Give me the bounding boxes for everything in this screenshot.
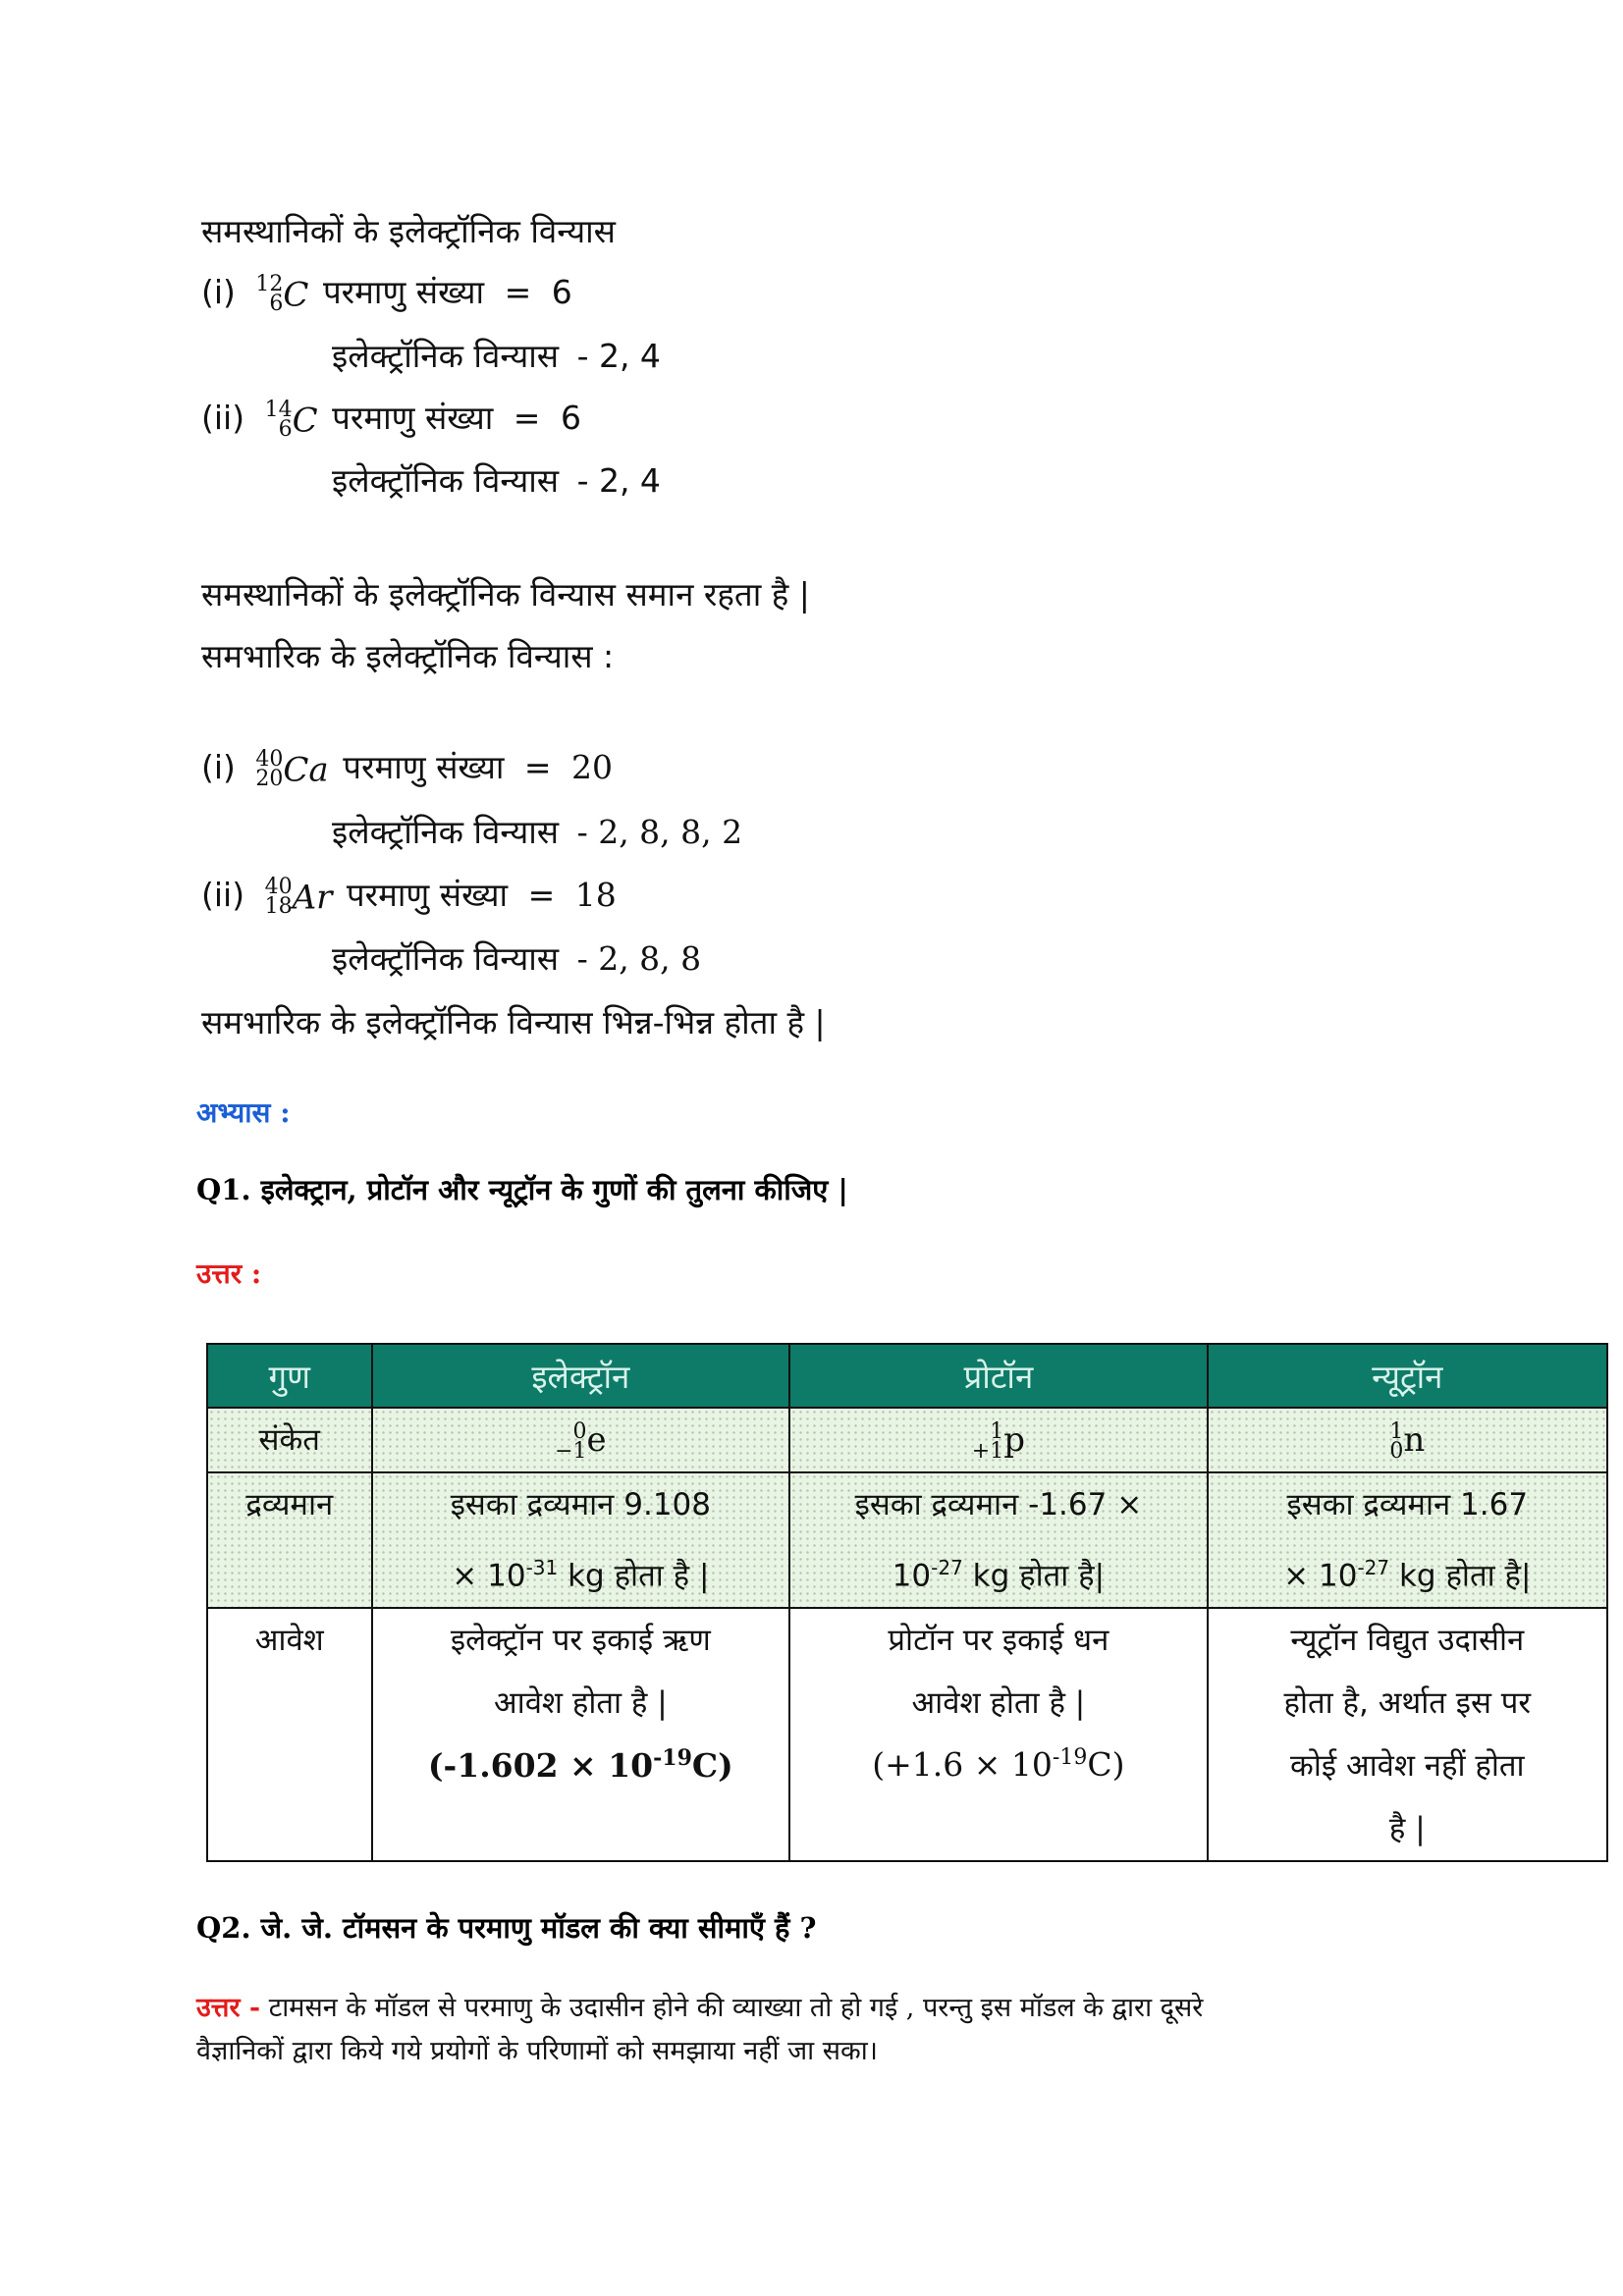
neutron-charge: न्यूट्रॉन विद्युत उदासीन होता है, अर्थात इस पर कोई आवेश नहीं होता है | xyxy=(1208,1608,1607,1861)
header-neutron: न्यूट्रॉन xyxy=(1208,1344,1607,1408)
row-label-charge: आवेश xyxy=(207,1608,372,1861)
proton-mass: इसका द्रव्यमान -1.67 × $10^{-27}$ kg होता है| xyxy=(789,1472,1207,1608)
neutron-symbol: 1 0 n xyxy=(1208,1408,1607,1472)
electron-mass: इसका द्रव्यमान 9.108 × $10^{-31}$ kg होता है | xyxy=(372,1472,790,1608)
nuclide-symbol: 14 6 C xyxy=(264,398,318,443)
isobar-item-1: (i) 40 20 Ca परमाणु संख्या = 20 xyxy=(201,747,614,792)
table-row-charge xyxy=(207,1608,1607,1861)
table-row-symbol xyxy=(207,1408,1607,1472)
isotope-config-2: इलेक्ट्रॉनिक विन्यास - 2, 4 xyxy=(332,461,661,500)
isobar-config-1: इलेक्ट्रॉनिक विन्यास - 2, 8, 8, 2 xyxy=(332,813,743,851)
electron-charge: इलेक्ट्रॉन पर इकाई ऋण आवेश होता है | $(-1.602 \times 10^{-19}C)$ xyxy=(372,1608,790,1861)
header-electron: इलेक्ट्रॉन xyxy=(372,1344,790,1408)
exercise-label: अभ्यास : xyxy=(196,1096,291,1129)
table-header-row xyxy=(207,1344,1607,1408)
isotope-item-1: (i) 12 6 C परमाणु संख्या = 6 xyxy=(201,272,572,317)
answer-label-1: उत्तर : xyxy=(196,1257,262,1290)
row-label-symbol: संकेत xyxy=(207,1408,372,1472)
proton-charge: प्रोटॉन पर इकाई धन आवेश होता है | $(+1.6 \times 10^{-19}C)$ xyxy=(789,1608,1207,1861)
question-2: Q2. जे. जे. टॉमसन के परमाणु मॉडल की क्या सीमाएँ हैं ? xyxy=(196,1911,817,1945)
isobars-conclusion: समभारिक के इलेक्ट्रॉनिक विन्यास भिन्न-भिन्न होता है | xyxy=(201,1003,826,1041)
isobars-heading: समभारिक के इलेक्ट्रॉनिक विन्यास : xyxy=(201,637,615,675)
proton-symbol: 1 +1 p xyxy=(789,1408,1207,1472)
nuclide-symbol: 40 20 Ca xyxy=(255,747,329,792)
neutron-mass: इसका द्रव्यमान 1.67 × $10^{-27}$ kg होता है| xyxy=(1208,1472,1607,1608)
isotope-config-1: इलेक्ट्रॉनिक विन्यास - 2, 4 xyxy=(332,337,661,375)
comparison-table xyxy=(206,1343,1608,1862)
header-property: गुण xyxy=(207,1344,372,1408)
answer-2-line-1: उत्तर - टामसन के मॉडल से परमाणु के उदासीन होने की व्याख्या तो हो गई , परन्तु इस मॉडल के द्वारा दूसरे xyxy=(196,1993,1204,2023)
item-number: (ii) xyxy=(201,876,245,914)
table-row-mass xyxy=(207,1472,1607,1608)
isotope-item-2: (ii) 14 6 C परमाणु संख्या = 6 xyxy=(201,398,581,443)
item-number: (i) xyxy=(201,273,236,311)
answer-label-2: उत्तर - xyxy=(196,1993,261,2023)
nuclide-symbol: 40 18 Ar xyxy=(264,875,333,920)
question-1: Q1. इलेक्ट्रान, प्रोटॉन और न्यूट्रॉन के गुणों की तुलना कीजिए | xyxy=(196,1173,848,1206)
isotopes-heading: समस्थानिकों के इलेक्ट्रॉनिक विन्यास xyxy=(201,212,616,250)
isobar-config-2: इलेक्ट्रॉनिक विन्यास - 2, 8, 8 xyxy=(332,939,702,978)
nuclide-symbol: 12 6 C xyxy=(255,272,309,317)
item-number: (ii) xyxy=(201,399,245,437)
electron-symbol: 0 −1 e xyxy=(372,1408,790,1472)
answer-2-line-2: वैज्ञानिकों द्वारा किये गये प्रयोगों के परिणामों को समझाया नहीं जा सका। xyxy=(196,2036,878,2066)
header-proton: प्रोटॉन xyxy=(789,1344,1207,1408)
row-label-mass: द्रव्यमान xyxy=(207,1472,372,1608)
isobar-item-2: (ii) 40 18 Ar परमाणु संख्या = 18 xyxy=(201,875,617,920)
isotopes-conclusion: समस्थानिकों के इलेक्ट्रॉनिक विन्यास समान रहता है | xyxy=(201,575,810,614)
item-number: (i) xyxy=(201,748,236,786)
